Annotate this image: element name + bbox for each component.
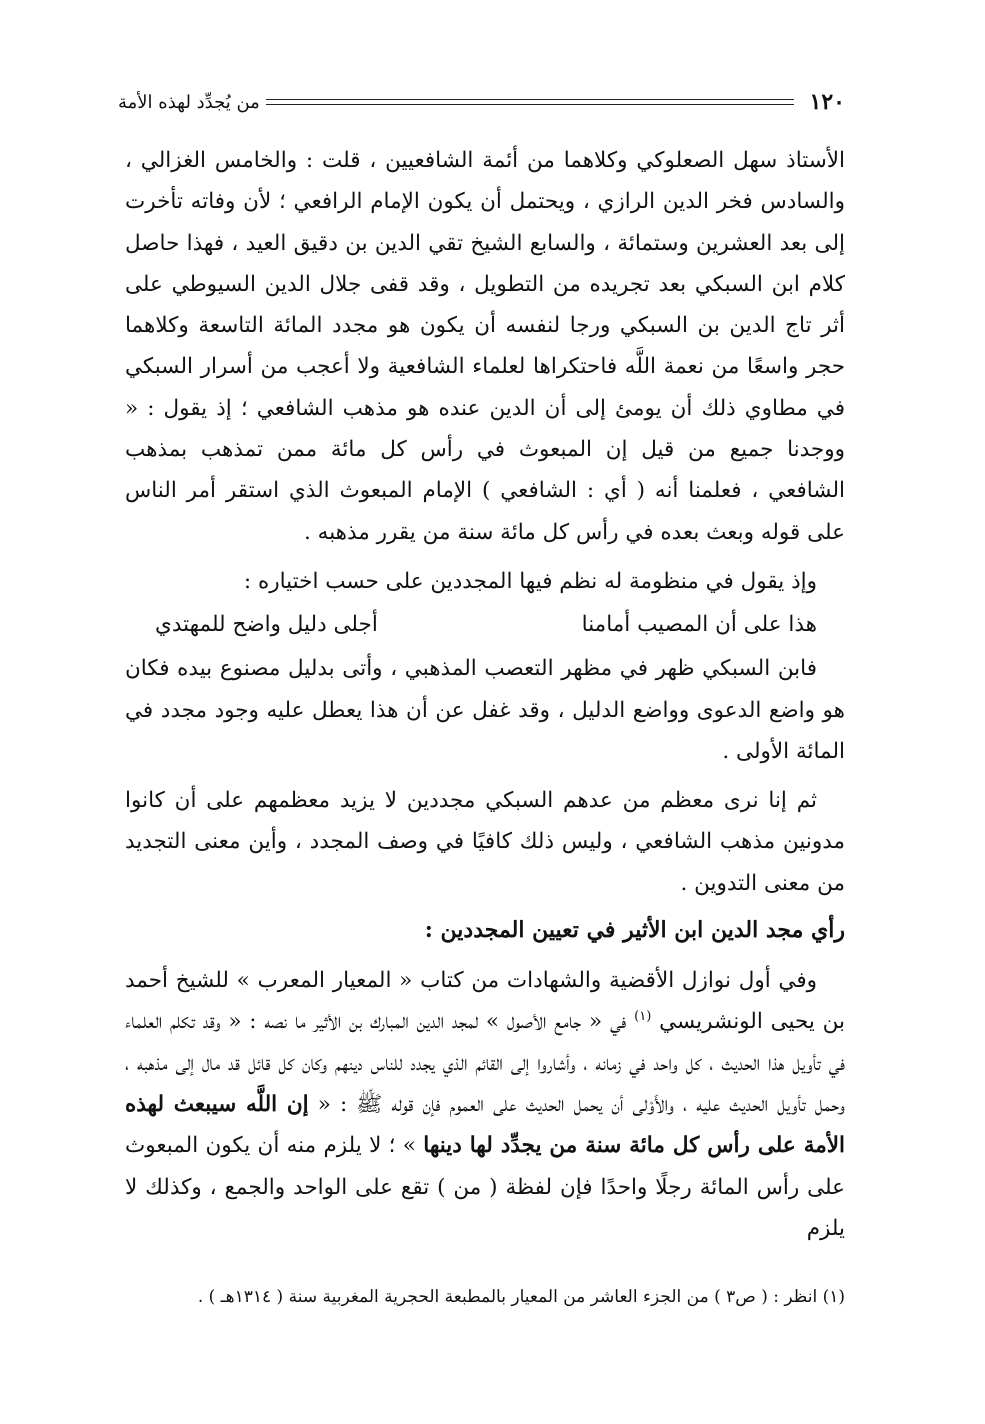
verse-first-hemistich: هذا على أن المصيب أمامنا	[581, 612, 817, 638]
main-text	[125, 140, 845, 1249]
poem-verse	[125, 602, 845, 648]
header-divider	[266, 99, 794, 105]
paragraph-2: وإذ يقول في منظومة له نظم فيها المجددين على حسب اختياره :	[243, 568, 817, 594]
paragraph-5-part-3: » ؛ لا يلزم منه أن يكون المبعوث على رأس المائة رجلًا واحدًا فإن لفظة ( من ) تقع على الواحد والجمع ، وكذلك لا يلزم	[125, 1133, 845, 1241]
verse-second-hemistich: أجلى دليل واضح للمهتدي	[155, 612, 378, 638]
hadith-quote: إن اللَّه سيبعث لهذه الأمة على رأس كل مائة سنة من يجدِّد لها دينها	[125, 1091, 845, 1159]
paragraph-5-part-1: وفي أول نوازل الأقضية والشهادات من كتاب « المعيار المعرب » للشيخ أحمد بن يحيى الونشريسي	[125, 968, 845, 1035]
paragraph-5	[125, 960, 845, 1249]
footnote-text: (١) انظر : ( ص٣ ) من الجزء العاشر من المعيار بالمطبعة الحجرية المغربية سنة ( ١٣١٤هـ ) .	[197, 1287, 845, 1307]
paragraph-4: ثم إنا نرى معظم من عدهم السبكي مجددين لا يزيد معظمهم على أن كانوا مدونين مذهب الشافعي ، وليس ذلك كافيًا في وصف المجدد ، وأين معنى التجديد من معنى التدوين .	[125, 788, 845, 896]
section-heading: رأي مجد الدين ابن الأثير في تعيين المجددين :	[424, 917, 845, 944]
page-number: ١٢٠	[809, 89, 845, 115]
footnote	[125, 1284, 845, 1310]
paragraph-1: الأستاذ سهل الصعلوكي وكلاهما من أئمة الشافعيين ، قلت : والخامس الغزالي ، والسادس فخر الدين الرازي ، ويحتمل أن يكون الإمام الرافعي ؛ لأن وفاته تأخرت إلى بعد العشرين وستمائة ، والسابع الشيخ تقي الدين بن دقيق العيد ، فهذا حاصل كلام ابن السبكي بعد تجريده من التطويل ، وقد قفى جلال الدين السيوطي على أثر تاج الدين بن السبكي ورجا لنفسه أن يكون هو مجدد المائة التاسعة وكلاهما حجر واسعًا من نعمة اللَّه فاحتكراها لعلماء الشافعية ولا أعجب من أسرار السبكي في مطاوي ذلك أن يومئ إلى أن الدين عنده هو مذهب الشافعي ؛ إذ يقول : « ووجدنا جميع من قيل إن المبعوث في رأس كل مائة ممن تمذهب بمذهب الشافعي ، فعلمنا أنه ( أي : الشافعي ) الإمام المبعوث الذي استقر أمر الناس على قوله وبعث بعده في رأس كل مائة سنة من يقرر مذهبه .	[125, 148, 845, 545]
running-title: من يُجدِّد لهذه الأمة	[118, 91, 260, 113]
footnote-reference[interactable]: (١)	[634, 1009, 652, 1025]
paragraph-5-part-2: في « جامع الأصول » لمجد الدين المبارك بن الأثير ما نصه : « وقد تكلم العلماء في تأويل هذا الحديث ، كل واحد في زمانه ، وأشاروا إلى القائم الذي يجدد للناس دينهم وكان كل قائل قد مال إلى مذهبه ، وحمل تأويل الحديث عليه ، والأَوْلى أن يحمل الحديث على العموم فإن قوله ﷺ : «	[125, 1009, 845, 1117]
paragraph-3: فابن السبكي ظهر في مظهر التعصب المذهبي ، وأتى بدليل مصنوع بيده فكان هو واضع الدعوى وواضع الدليل ، وقد غفل عن أن هذا يعطل عليه وجود مجدد في المائة الأولى .	[125, 656, 845, 764]
running-header	[118, 86, 845, 118]
